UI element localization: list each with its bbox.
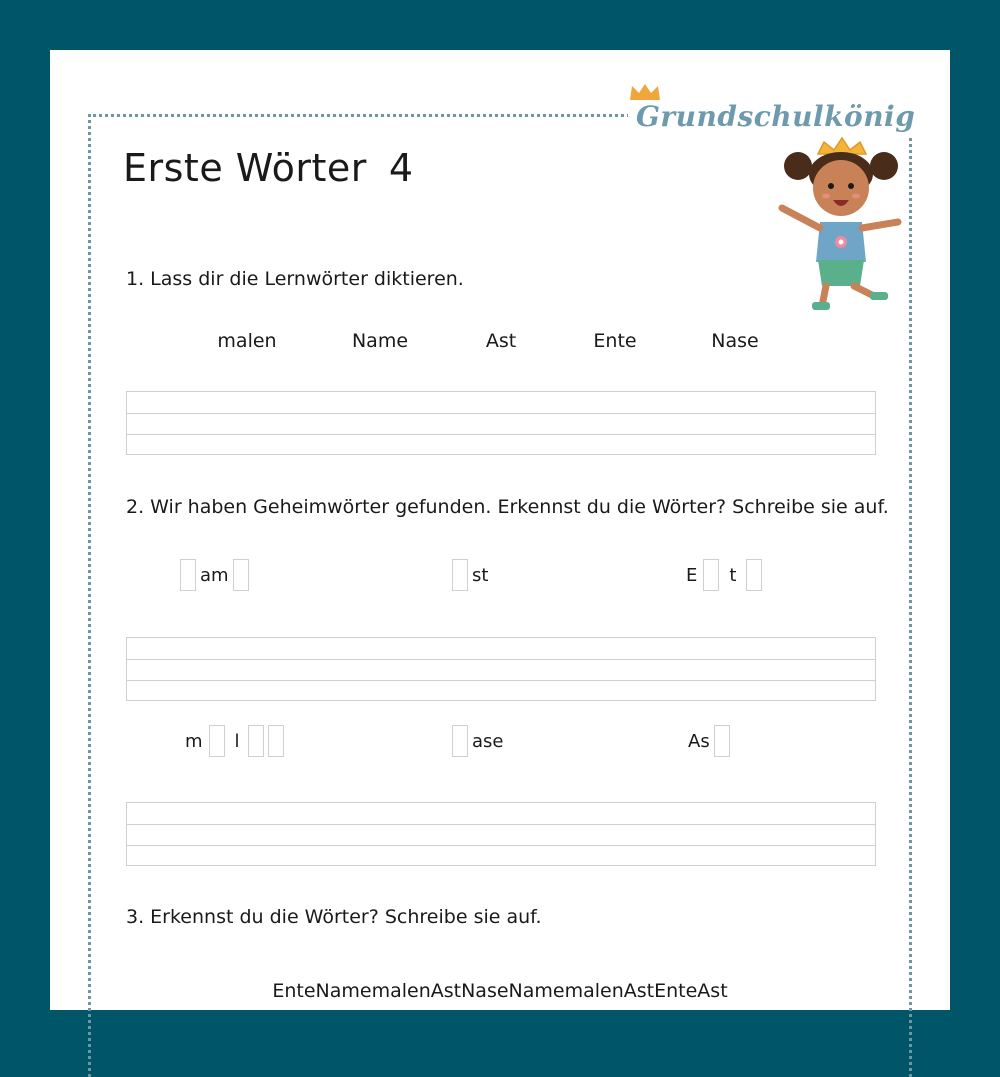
word-fragment: E bbox=[686, 564, 698, 586]
secret-word-6 bbox=[688, 724, 734, 758]
blank-letter-box[interactable] bbox=[746, 559, 762, 591]
secret-word-2 bbox=[448, 558, 488, 592]
blank-letter-box[interactable] bbox=[703, 559, 719, 591]
brand-name: Grundschulkönig bbox=[636, 99, 916, 133]
word-fragment: t bbox=[729, 564, 737, 586]
title-number: 4 bbox=[388, 146, 414, 190]
blank-letter-box[interactable] bbox=[452, 559, 468, 591]
word-fragment: m bbox=[185, 730, 203, 752]
secret-word-5 bbox=[448, 724, 503, 758]
girl-mascot-illustration bbox=[778, 136, 904, 312]
word-fragment: l bbox=[234, 730, 240, 752]
dictation-word: Ente bbox=[593, 330, 637, 352]
secret-word-1 bbox=[176, 558, 253, 592]
word-fragment: ase bbox=[472, 730, 504, 752]
word-fragment: am bbox=[200, 564, 229, 586]
page-title bbox=[123, 146, 414, 190]
secret-word-3 bbox=[686, 558, 766, 592]
dictation-word: Name bbox=[351, 330, 409, 352]
worksheet-page bbox=[50, 50, 950, 1010]
task-2-instruction: 2. Wir haben Geheimwörter gefunden. Erkennst du die Wörter? Schreibe sie auf. bbox=[126, 496, 889, 518]
word-fragment: st bbox=[472, 564, 489, 586]
blank-letter-box[interactable] bbox=[233, 559, 249, 591]
task-1-instruction: 1. Lass dir die Lernwörter diktieren. bbox=[126, 268, 464, 290]
dictation-word: malen bbox=[217, 330, 277, 352]
crown-icon bbox=[628, 82, 662, 104]
word-chain: EnteNamemalenAstNaseNamemalenAstEnteAst bbox=[272, 980, 728, 1002]
word-fragment: As bbox=[688, 730, 710, 752]
blank-letter-box[interactable] bbox=[248, 725, 264, 757]
dictation-word: Nase bbox=[711, 330, 759, 352]
blank-letter-box[interactable] bbox=[714, 725, 730, 757]
secret-word-4 bbox=[185, 724, 286, 758]
task-3-instruction: 3. Erkennst du die Wörter? Schreibe sie auf. bbox=[126, 906, 542, 928]
writing-lines-task-1[interactable] bbox=[126, 391, 876, 455]
title-text: Erste Wörter bbox=[123, 146, 367, 190]
dictation-word: Ast bbox=[485, 330, 517, 352]
writing-lines-task-2b[interactable] bbox=[126, 802, 876, 866]
blank-letter-box[interactable] bbox=[268, 725, 284, 757]
writing-lines-task-2a[interactable] bbox=[126, 637, 876, 701]
blank-letter-box[interactable] bbox=[209, 725, 225, 757]
blank-letter-box[interactable] bbox=[452, 725, 468, 757]
brand-logo bbox=[628, 94, 923, 138]
blank-letter-box[interactable] bbox=[180, 559, 196, 591]
